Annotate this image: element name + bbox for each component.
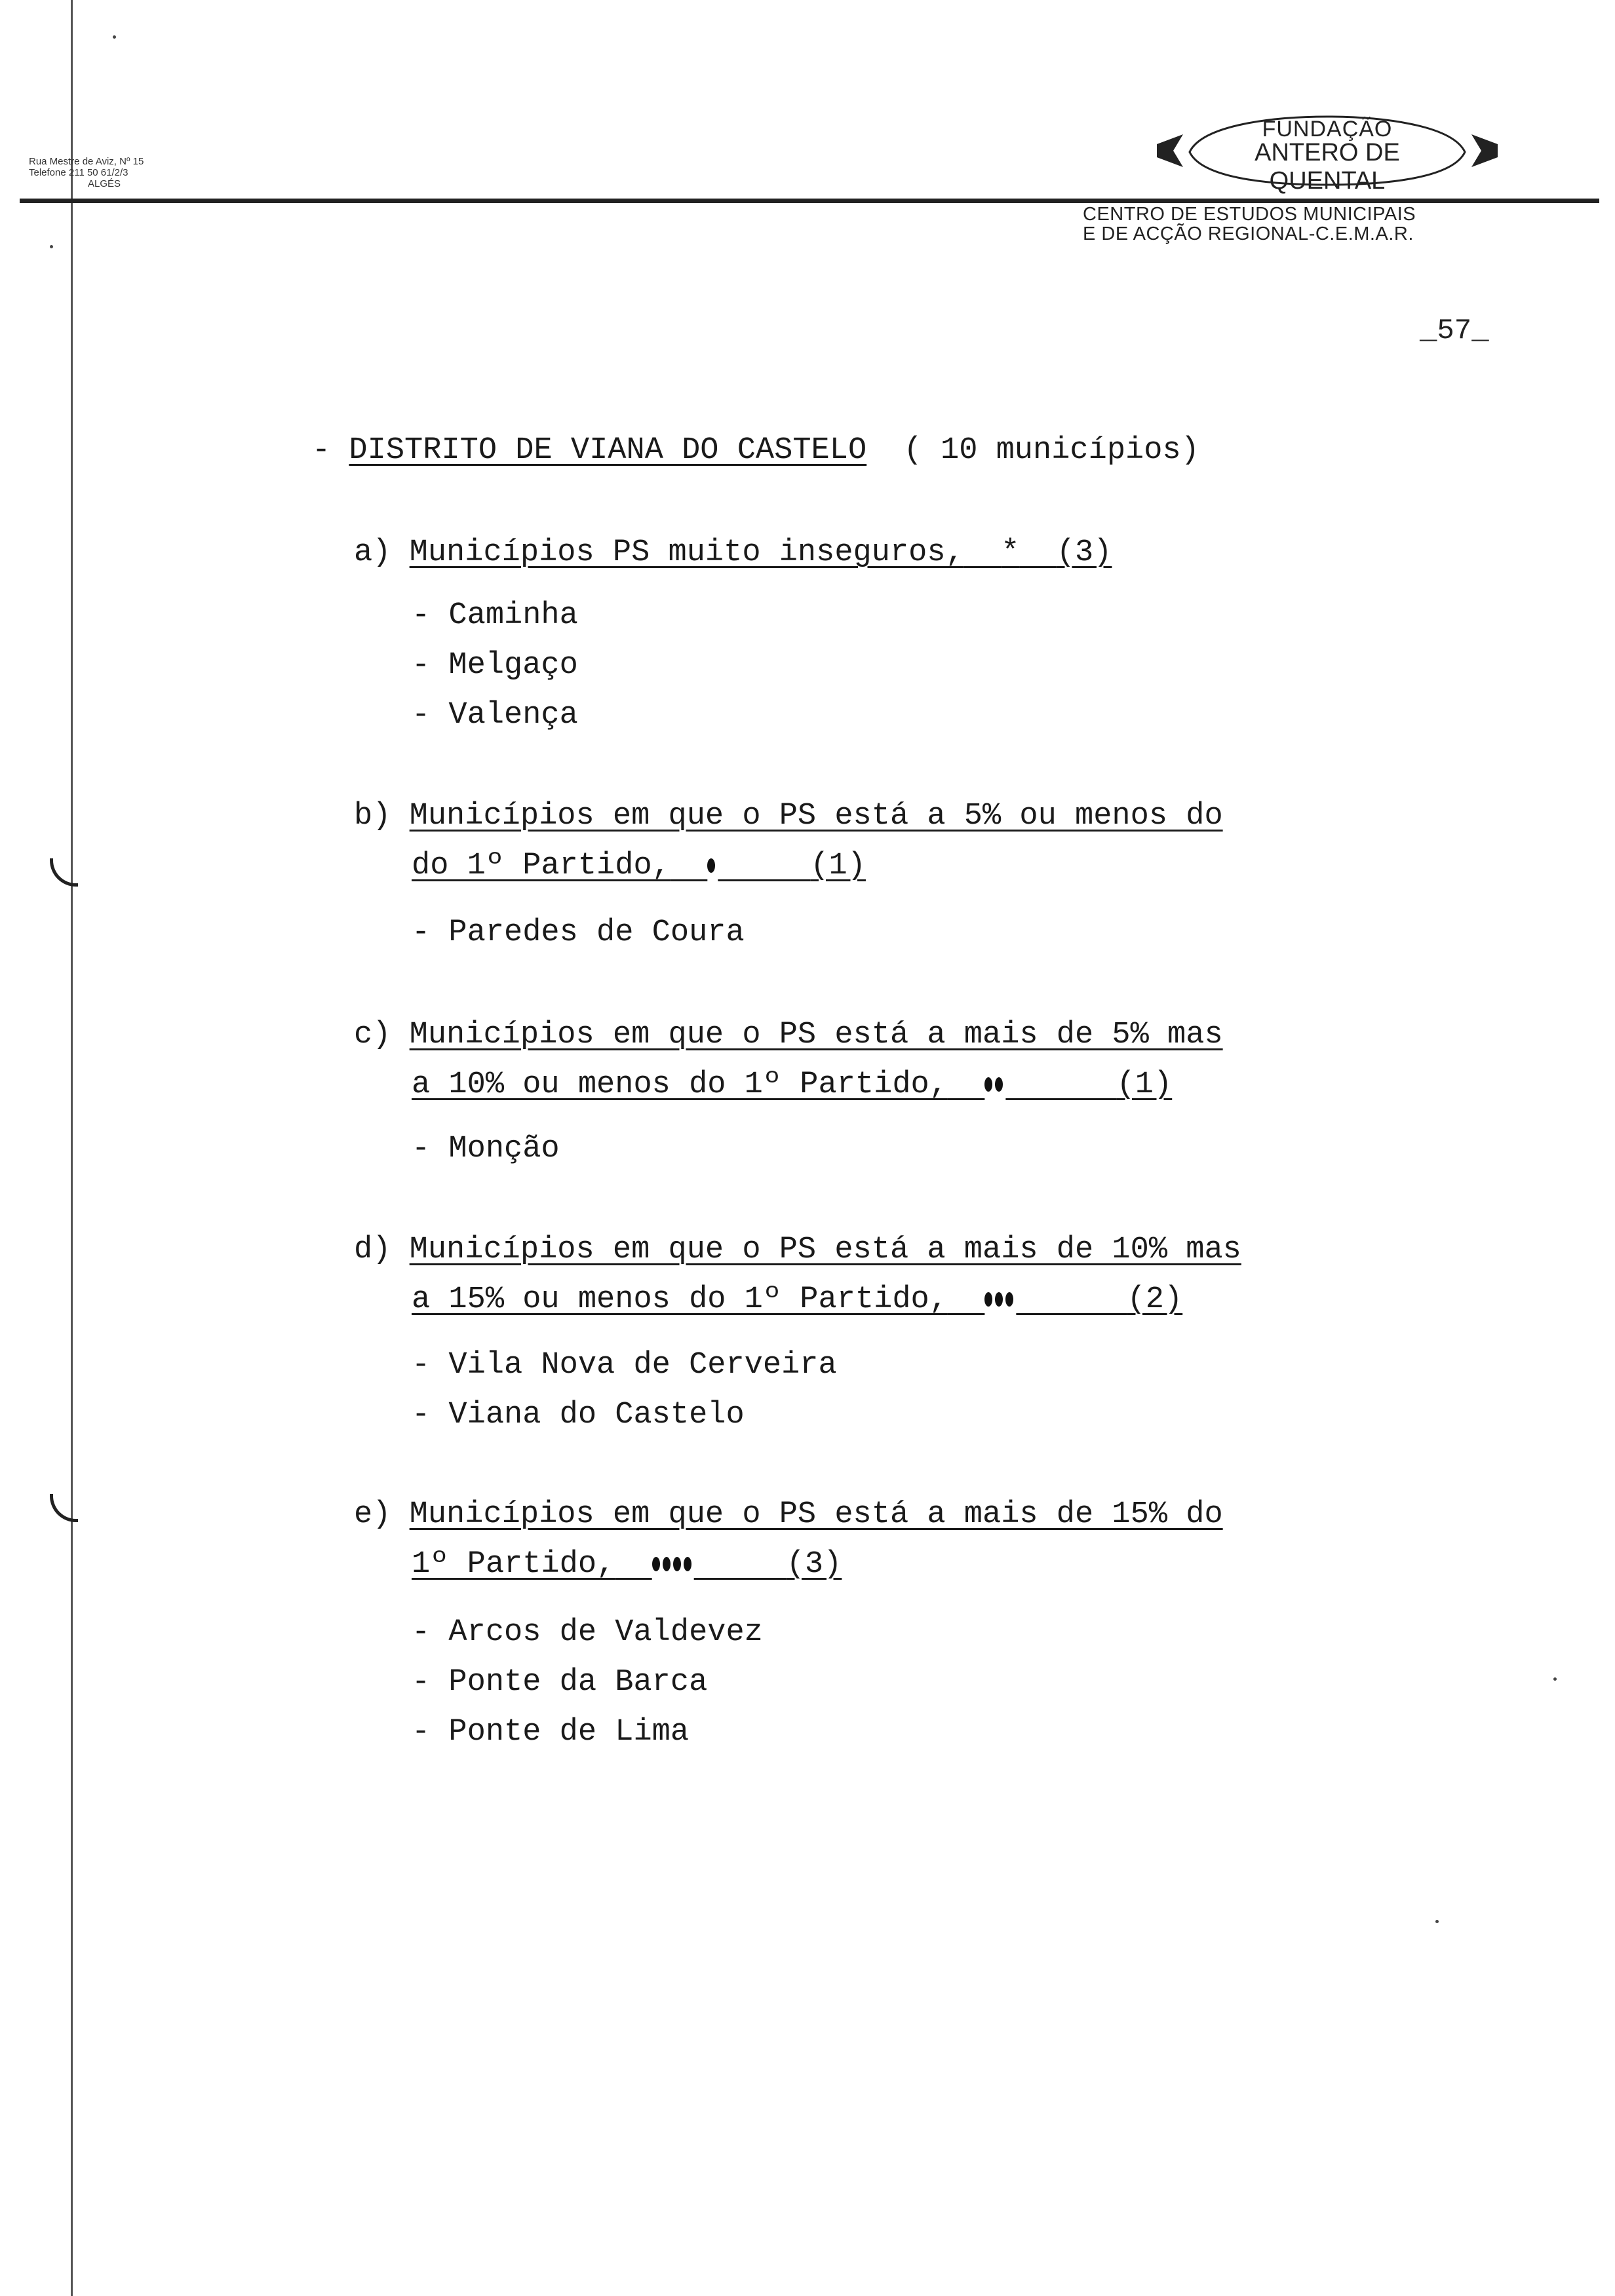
center-name-line-2: E DE ACÇÃO REGIONAL-C.E.M.A.R. <box>1083 223 1414 244</box>
section-count: (3) <box>786 1547 842 1582</box>
address-block <box>29 156 144 189</box>
rating-dot <box>684 1557 691 1571</box>
list-item: - Paredes de Coura <box>412 915 745 950</box>
list-item: - Arcos de Valdevez <box>412 1615 763 1650</box>
scan-speck <box>1435 1920 1439 1923</box>
section-e-heading-line-2 <box>412 1546 842 1583</box>
binding-margin-line <box>71 0 73 2296</box>
section-d-heading-line-2 <box>412 1282 1182 1318</box>
list-item: - Caminha <box>412 598 578 633</box>
scan-speck <box>113 35 116 39</box>
district-title: DISTRITO DE VIANA DO CASTELO <box>349 433 867 468</box>
logo-line-1: FUNDAÇÃO <box>1262 117 1393 142</box>
section-letter: c) <box>354 1018 391 1052</box>
punch-hole-mark <box>50 858 78 887</box>
address-line: ALGÉS <box>88 178 121 189</box>
district-count: ( 10 municípios) <box>903 433 1199 468</box>
section-heading-line: Municípios PS muito inseguros, <box>409 535 964 570</box>
section-heading-line: 1º Partido, <box>412 1547 615 1582</box>
list-item: - Ponte da Barca <box>412 1665 708 1700</box>
list-item: - Viana do Castelo <box>412 1398 745 1432</box>
section-letter: b) <box>354 799 391 833</box>
section-heading-line: a 15% ou menos do 1º Partido, <box>412 1282 948 1317</box>
foundation-logo <box>1144 111 1511 195</box>
center-name-line-1: CENTRO DE ESTUDOS MUNICIPAIS <box>1083 204 1416 225</box>
section-count: (2) <box>1127 1282 1183 1317</box>
section-a-heading <box>354 535 1112 571</box>
scan-speck <box>1553 1677 1557 1681</box>
section-count: (3) <box>1056 535 1112 570</box>
rating-dot <box>995 1292 1003 1307</box>
scan-speck <box>50 245 53 248</box>
section-heading-line: Municípios em que o PS está a mais de 10% mas <box>409 1233 1241 1267</box>
rating-dot <box>984 1292 992 1307</box>
page-number: _57_ <box>1420 315 1489 347</box>
rating-dot <box>995 1077 1003 1092</box>
section-letter: d) <box>354 1233 391 1267</box>
header-rule <box>20 199 1599 203</box>
section-b-heading-line-2 <box>412 848 866 885</box>
district-heading: - DISTRITO DE VIANA DO CASTELO ( 10 municípios) <box>312 433 1199 468</box>
section-heading-line: Municípios em que o PS está a mais de 5% mas <box>409 1018 1223 1052</box>
list-item: - Vila Nova de Cerveira <box>412 1348 837 1383</box>
section-heading-line: do 1º Partido, <box>412 849 671 883</box>
section-e-heading <box>354 1497 1223 1533</box>
rating-dots <box>984 1282 1016 1318</box>
rating-dot <box>652 1557 660 1571</box>
section-heading-line: a 10% ou menos do 1º Partido, <box>412 1067 948 1102</box>
logo-line-2: ANTERO DE QUENTAL <box>1255 139 1400 195</box>
rating-dots <box>984 1067 1005 1103</box>
address-line: Telefone 211 50 61/2/3 <box>29 167 128 178</box>
section-count: (1) <box>1116 1067 1173 1102</box>
section-d-heading <box>354 1232 1241 1269</box>
address-line: Rua Mestre de Aviz, Nº 15 <box>29 156 144 167</box>
section-heading-line: Municípios em que o PS está a 5% ou menos do <box>409 799 1223 833</box>
rating-dots <box>707 848 718 885</box>
list-item: - Ponte de Lima <box>412 1715 690 1750</box>
rating-dot <box>673 1557 681 1571</box>
list-item: - Valença <box>412 698 578 733</box>
punch-hole-mark <box>50 1494 78 1522</box>
section-heading-line: Municípios em que o PS está a mais de 15% do <box>409 1497 1223 1532</box>
section-symbol: * <box>1001 535 1020 570</box>
list-item: - Monção <box>412 1132 560 1166</box>
rating-dot <box>1005 1292 1013 1307</box>
rating-dot <box>663 1557 671 1571</box>
rating-dot <box>984 1077 992 1092</box>
section-letter: e) <box>354 1497 391 1532</box>
section-letter: a) <box>354 535 391 570</box>
section-c-heading-line-2 <box>412 1067 1172 1103</box>
rating-dot <box>707 858 715 873</box>
section-c-heading <box>354 1017 1223 1054</box>
section-b-heading <box>354 798 1223 835</box>
center-name <box>1083 204 1416 244</box>
rating-dots <box>652 1546 694 1583</box>
section-count: (1) <box>810 849 866 883</box>
list-item: - Melgaço <box>412 648 578 683</box>
